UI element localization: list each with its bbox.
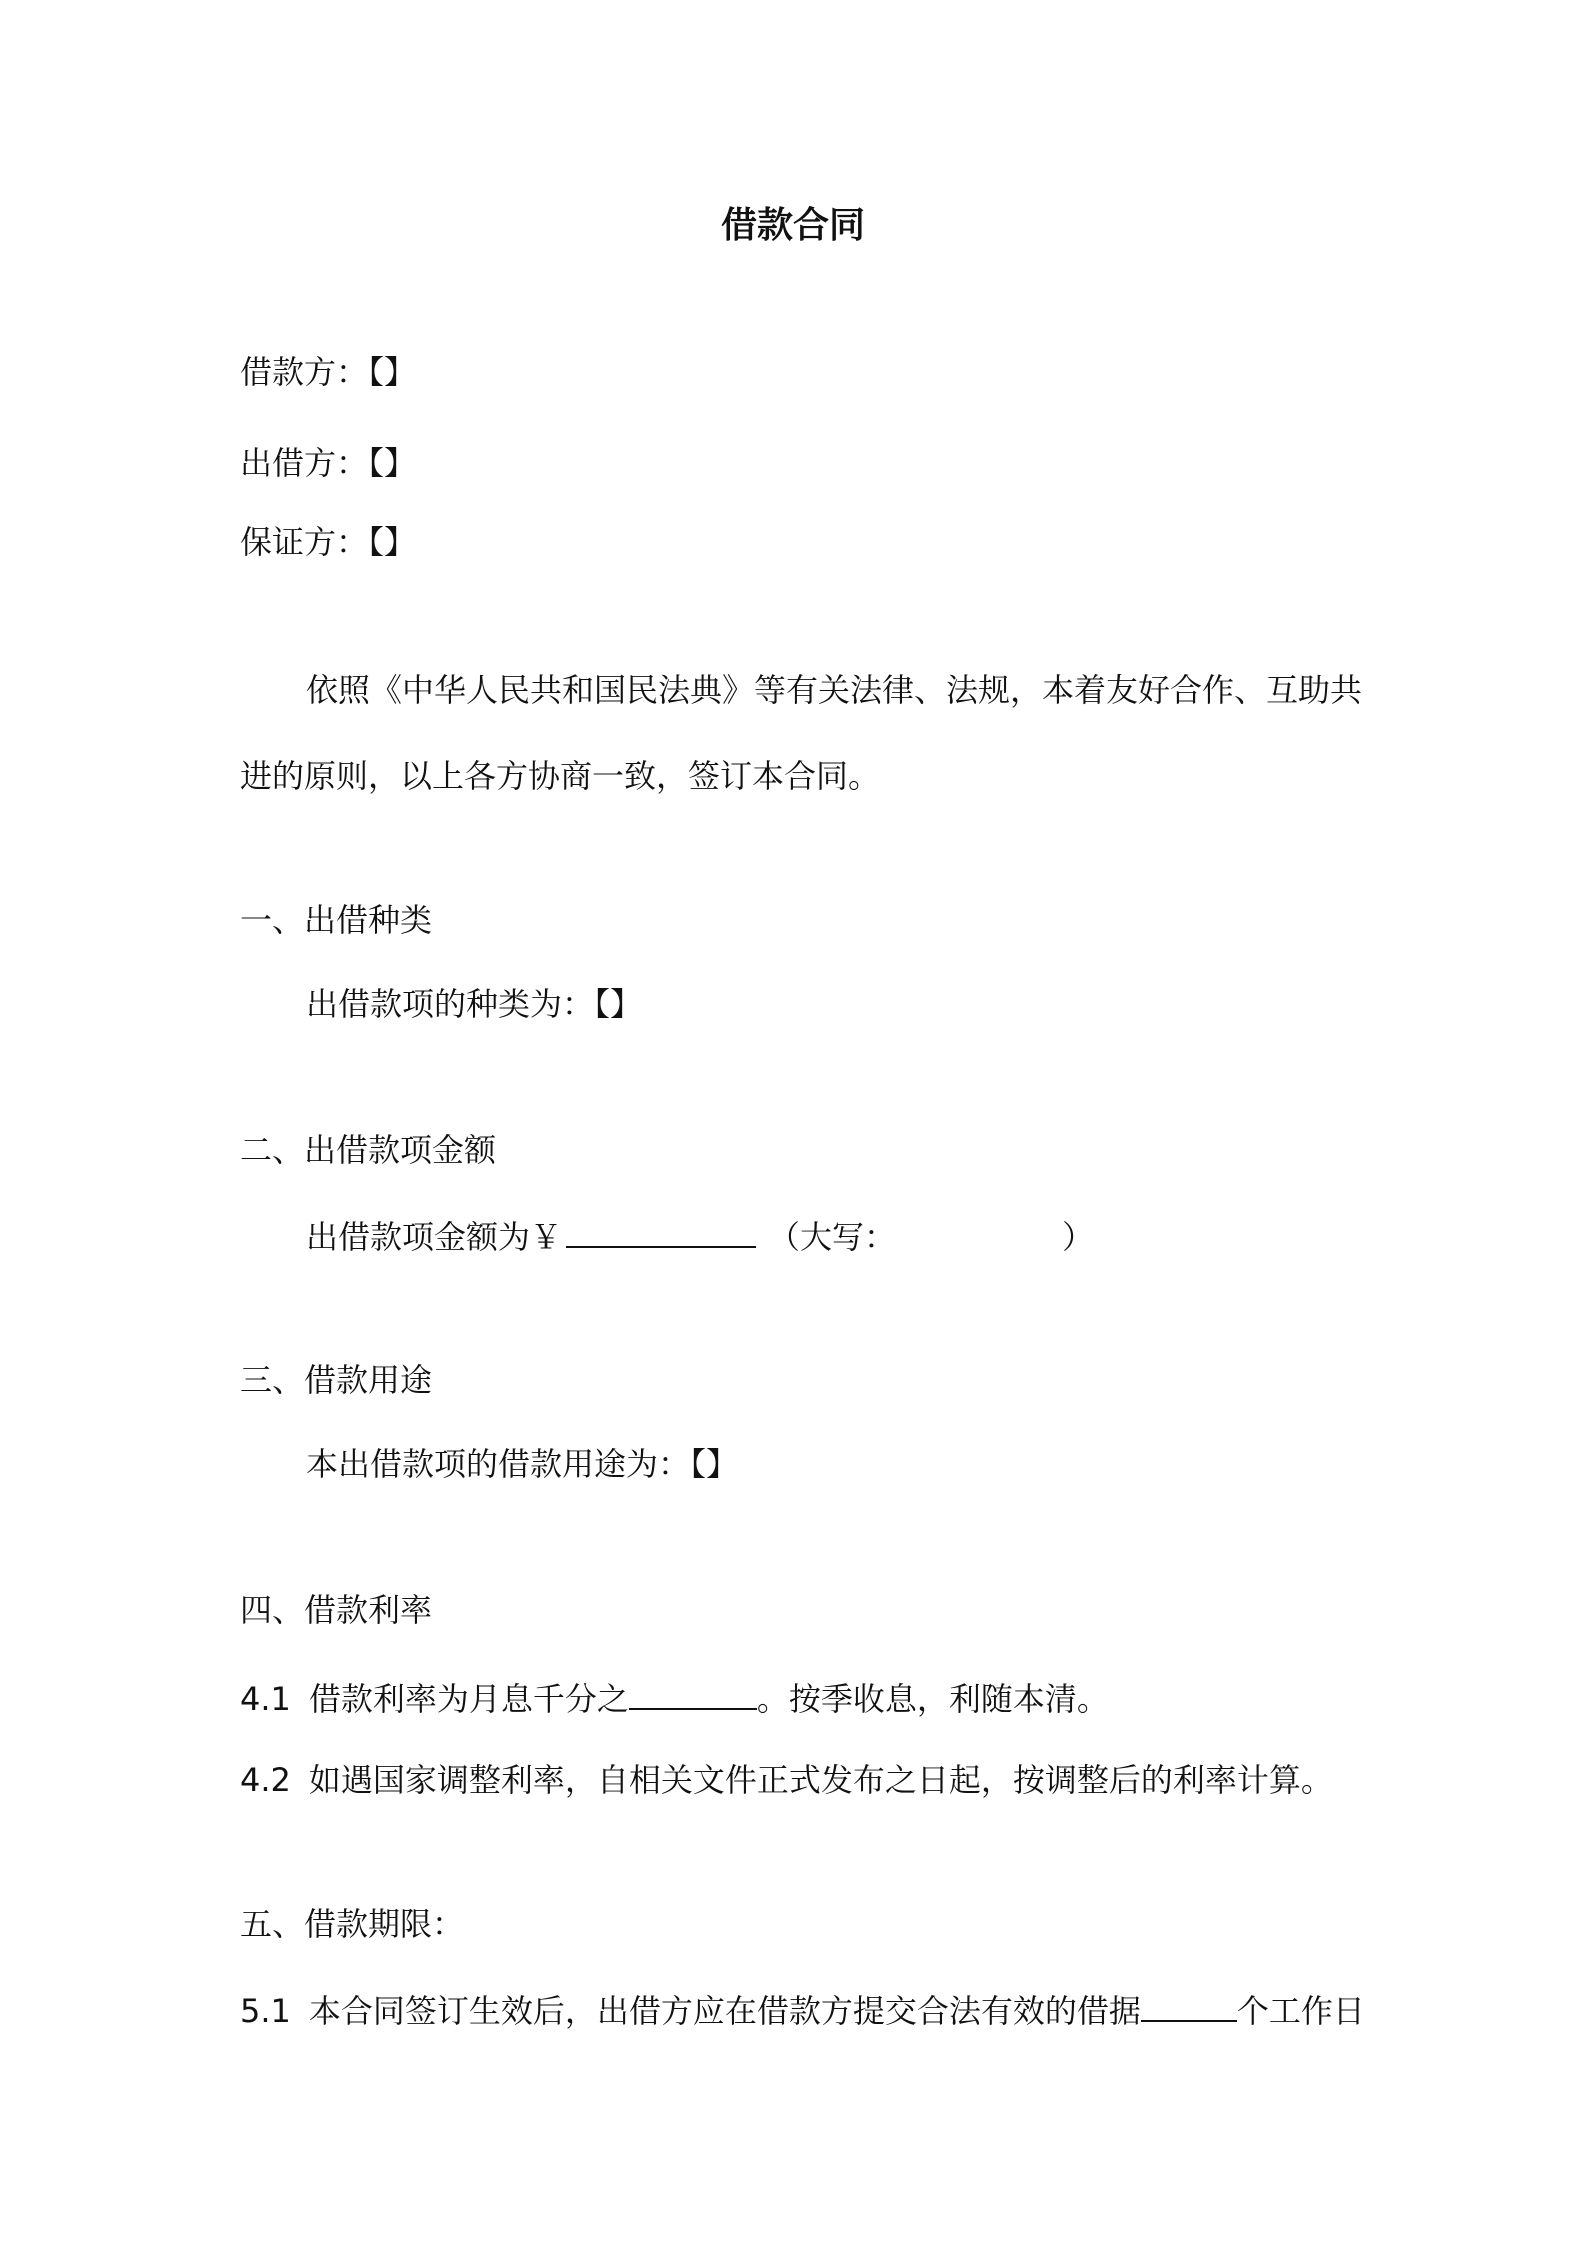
amount-blank	[566, 1214, 756, 1248]
clause-4-2-number: 4.2	[240, 1761, 291, 1799]
clause-5-1	[240, 1988, 1365, 2031]
document-title: 借款合同	[720, 205, 865, 246]
preamble-line-1: 依照《中华人民共和国民法典》等有关法律、法规，本着友好合作、互助共	[306, 671, 1363, 709]
clause-4-2-text: 如遇国家调整利率，自相关文件正式发布之日起，按调整后的利率计算。	[308, 1761, 1333, 1799]
working-days-blank	[1141, 1988, 1237, 2022]
lender-line: 出借方：【】	[240, 444, 417, 482]
clause-4-1-prefix: 借款利率为月息千分之	[308, 1680, 629, 1718]
guarantor-line: 保证方：【】	[240, 523, 417, 561]
clause-5-1-prefix: 本合同签订生效后，出借方应在借款方提交合法有效的借据	[308, 1992, 1141, 2030]
clause-4-1-suffix: 。按季收息，利随本清。	[756, 1680, 1109, 1718]
clause-4-2	[240, 1760, 1333, 1800]
clause-4-1-number: 4.1	[240, 1680, 291, 1718]
clause-4-1	[240, 1676, 1109, 1719]
amount-uppercase-close: ）	[1062, 1218, 1095, 1256]
section-4-heading: 四、借款利率	[240, 1591, 433, 1629]
section-3-body: 本出借款项的借款用途为：【】	[306, 1445, 739, 1483]
amount-uppercase-label: （大写：	[768, 1218, 897, 1256]
clause-5-1-suffix: 个工作日	[1236, 1992, 1365, 2030]
section-1-heading: 一、出借种类	[240, 901, 433, 939]
section-2-heading: 二、出借款项金额	[240, 1131, 497, 1169]
borrower-line: 借款方：【】	[240, 353, 417, 391]
section-2-body	[306, 1214, 1094, 1257]
interest-rate-blank	[629, 1676, 757, 1710]
section-3-heading: 三、借款用途	[240, 1361, 433, 1399]
section-1-body: 出借款项的种类为：【】	[306, 985, 643, 1023]
clause-5-1-number: 5.1	[240, 1992, 291, 2030]
preamble-line-2: 进的原则，以上各方协商一致，签订本合同。	[240, 757, 881, 795]
amount-label: 出借款项金额为￥	[306, 1218, 563, 1256]
section-5-heading: 五、借款期限：	[240, 1905, 465, 1943]
